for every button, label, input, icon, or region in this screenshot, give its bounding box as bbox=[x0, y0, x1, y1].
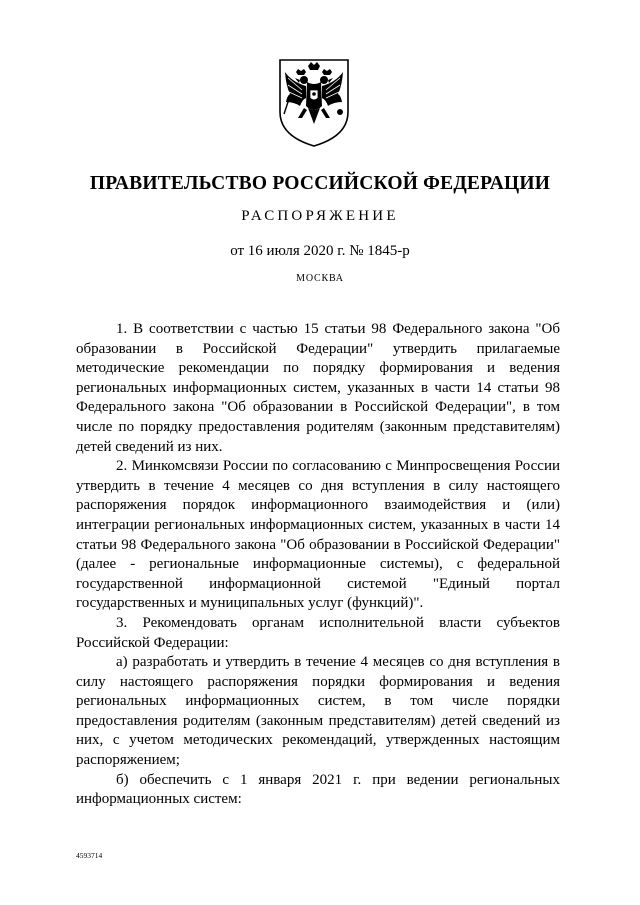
paragraph-3: 3. Рекомендовать органам исполнительной власти субъектов Российской Федерации: bbox=[76, 614, 560, 651]
document-body bbox=[76, 320, 560, 810]
document-city: МОСКВА bbox=[296, 273, 344, 284]
government-title: ПРАВИТЕЛЬСТВО РОССИЙСКОЙ ФЕДЕРАЦИИ bbox=[89, 173, 551, 194]
footer-document-code: 4593714 bbox=[76, 851, 103, 860]
document-type: РАСПОРЯЖЕНИЕ bbox=[241, 208, 399, 224]
paragraph-3b: б) обеспечить с 1 января 2021 г. при ведении региональных информационных систем: bbox=[76, 771, 560, 808]
paragraph-1: 1. В соответствии с частью 15 статьи 98 Федерального закона "Об образовании в Российской Федерации" утвердить прилагаемые методические рекомендации по порядку формирования и ведения региональных информационных систем, указанных в части 14 статьи 98 Федерального закона "Об образовании в Российской Федерации", в том числе по порядку предоставления родителям (законным представителям) детей сведений из них. bbox=[76, 321, 560, 455]
paragraph-2: 2. Минкомсвязи России по согласованию с Минпросвещения России утвердить в течение 4 месяцев со дня вступления в силу настоящего распоряжения порядок информационного взаимодействия и (или) интеграции региональных информационных систем, указанных в части 14 статьи 98 Федерального закона "Об образовании в Российской Федерации" (далее - региональные информационные системы), с федеральной государственной информационной системой "Единый портал государственных и муниципальных услуг (функций)". bbox=[76, 458, 560, 612]
paragraph-3a: а) разработать и утвердить в течение 4 месяцев со дня вступления в силу настоящего распоряжения порядки формирования и ведения региональных информационных систем, в том числе порядки предоставления родителям (законным представителям) детей сведений из них, с учетом методических рекомендаций, утвержденных настоящим распоряжением; bbox=[76, 654, 560, 769]
document-date-number: от 16 июля 2020 г. № 1845-р bbox=[230, 243, 410, 259]
double-headed-eagle-emblem bbox=[274, 52, 354, 148]
